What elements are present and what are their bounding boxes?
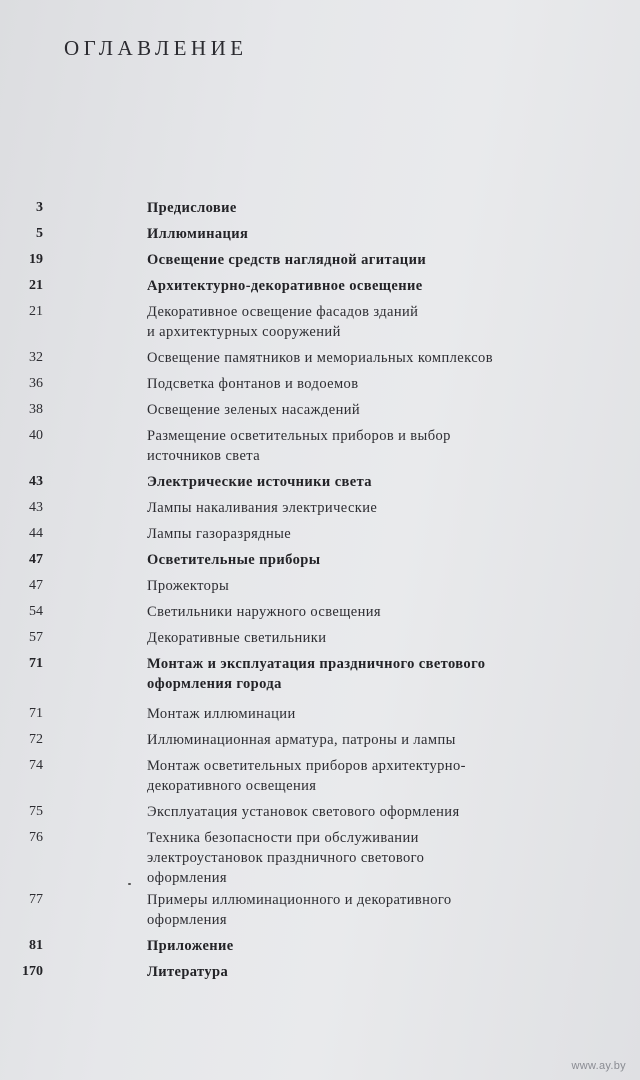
toc-entry — [0, 400, 557, 420]
toc-entry-page-number: 44 — [29, 526, 43, 541]
toc-entry-title: Осветительные приборы — [147, 552, 321, 568]
toc-entry-page-number: 32 — [29, 350, 43, 365]
toc-entry-page-number: 170 — [22, 964, 43, 979]
toc-entry-title: Иллюминационная арматура, патроны и лампы — [147, 732, 456, 748]
toc-entry-page-number: 40 — [29, 428, 43, 443]
toc-entry — [0, 348, 557, 368]
toc-entry-title: Декоративное освещение фасадов зданий и архитектурных сооружений — [147, 304, 419, 340]
toc-entry-title: Прожекторы — [147, 578, 230, 594]
toc-entry-page-number: 76 — [29, 830, 43, 845]
toc-entry-title: Лампы накаливания электрические — [147, 500, 378, 516]
toc-entry — [0, 374, 557, 394]
toc-entry-title: Приложение — [147, 938, 234, 954]
toc-entry — [0, 426, 557, 466]
toc-entry — [0, 550, 557, 570]
toc-entry — [0, 524, 557, 544]
toc-entry — [0, 936, 557, 956]
toc-entry — [0, 250, 557, 270]
toc-entry-title: Освещение средств наглядной агитации — [147, 252, 427, 268]
toc-entry-page-number: 43 — [29, 500, 43, 515]
toc-entry — [0, 628, 557, 648]
toc-entry-page-number: 47 — [29, 578, 43, 593]
toc-entry — [0, 802, 557, 822]
toc-entry-title: Освещение зеленых насаждений — [147, 402, 361, 418]
toc-entry — [0, 498, 557, 518]
toc-entry-page-number: 47 — [29, 552, 43, 567]
toc-entry-title: Подсветка фонтанов и водоемов — [147, 376, 359, 392]
toc-entry-title: Размещение осветительных приборов и выбор источников света — [147, 428, 451, 464]
toc-entry — [0, 756, 557, 796]
toc-entry — [0, 276, 557, 296]
ink-speck — [128, 883, 131, 885]
toc-entry-page-number: 74 — [29, 758, 43, 773]
toc-entry-page-number: 19 — [29, 252, 43, 267]
toc-entry-title: Монтаж и эксплуатация праздничного светового оформления города — [147, 656, 486, 692]
toc-entry-page-number: 3 — [36, 200, 43, 215]
watermark: www.ay.by — [571, 1060, 626, 1072]
toc-entry-title: Декоративные светильники — [147, 630, 327, 646]
toc-entry-title: Монтаж осветительных приборов архитектурно- декоративного освещения — [147, 758, 466, 794]
toc-entry-page-number: 38 — [29, 402, 43, 417]
toc-entry-title: Предисловие — [147, 200, 237, 216]
toc-entry-title: Освещение памятников и мемориальных комплексов — [147, 350, 493, 366]
toc-entry — [0, 224, 557, 244]
toc-entry-page-number: 71 — [29, 656, 43, 671]
toc-entry-page-number: 21 — [29, 304, 43, 319]
toc-entry-title: Техника безопасности при обслуживании электроустановок праздничного светового оформления — [147, 830, 425, 886]
toc-entry-title: Монтаж иллюминации — [147, 706, 296, 722]
toc-entry — [0, 198, 557, 218]
toc-entry — [0, 890, 557, 930]
toc-entry-title: Лампы газоразрядные — [147, 526, 292, 542]
toc-entry-title: Примеры иллюминационного и декоративного оформления — [147, 892, 452, 928]
toc-entry-title: Литература — [147, 964, 229, 980]
toc-entry — [0, 962, 557, 982]
toc-entry-page-number: 71 — [29, 706, 43, 721]
toc-entry-title: Светильники наружного освещения — [147, 604, 381, 620]
toc-entry — [0, 576, 557, 596]
toc-entry-page-number: 5 — [36, 226, 43, 241]
toc-entry-page-number: 21 — [29, 278, 43, 293]
toc-entry — [0, 302, 557, 342]
toc-entry-page-number: 75 — [29, 804, 43, 819]
contents-heading: ОГЛАВЛЕНИЕ — [64, 36, 248, 60]
toc-entry-title: Иллюминация — [147, 226, 249, 242]
toc-entry-page-number: 54 — [29, 604, 43, 619]
toc-entry-page-number: 36 — [29, 376, 43, 391]
toc-entry-page-number: 77 — [29, 892, 43, 907]
toc-entry — [0, 654, 557, 694]
toc-entry-page-number: 57 — [29, 630, 43, 645]
toc-entry — [0, 828, 557, 888]
toc-entry-page-number: 81 — [29, 938, 43, 953]
toc-entry-page-number: 43 — [29, 474, 43, 489]
toc-entry-title: Архитектурно-декоративное освещение — [147, 278, 423, 294]
toc-entry — [0, 472, 557, 492]
toc-entry — [0, 602, 557, 622]
toc-entry — [0, 704, 557, 724]
toc-entry-title: Эксплуатация установок светового оформления — [147, 804, 460, 820]
toc-entry-page-number: 72 — [29, 732, 43, 747]
toc-entry — [0, 730, 557, 750]
toc-entry-title: Электрические источники света — [147, 474, 372, 490]
